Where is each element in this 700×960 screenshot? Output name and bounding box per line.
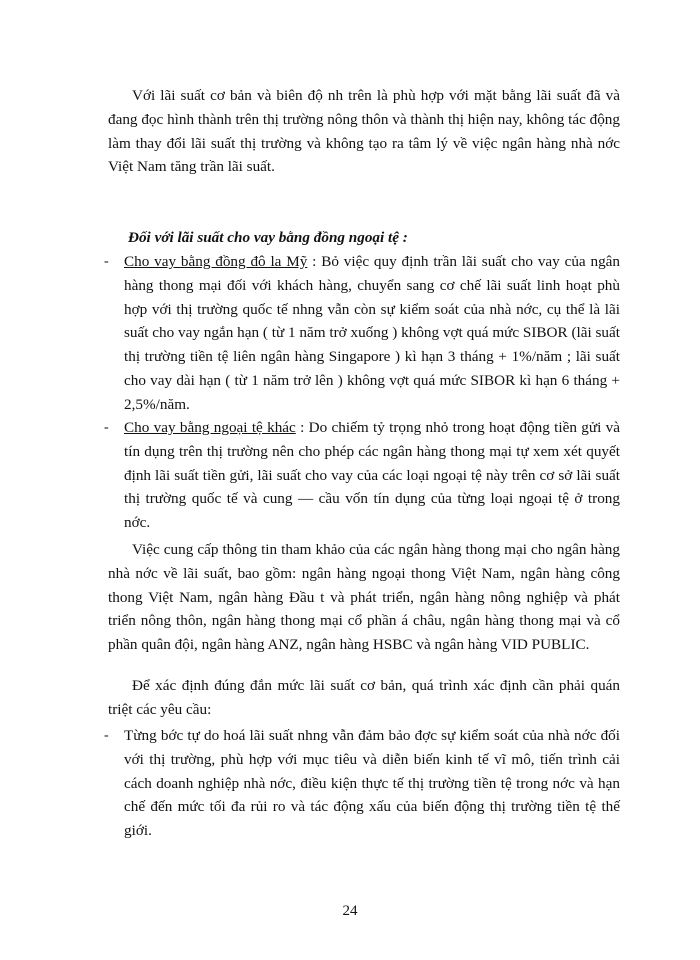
paragraph-3: Để xác định đúng đắn mức lãi suất cơ bản, quá trình xác định cần phải quán triệt các yêu cầu: <box>108 677 620 718</box>
bullet-dash-1: - <box>104 254 109 269</box>
bullet-2-text: : Do chiếm tỷ trọng nhỏ trong hoạt động tiền gửi và tín dụng trên thị trường nên cho phép các ngân hàng thong mại tự xem xét quyết định lãi suất tiền gửi, lãi suất cho vay của các loại ngoại tệ này trên cơ sở lãi suất thị trường quốc tế và cung — cầu vốn tín dụng của từng loại ngoại tệ ở trong nớc. <box>124 419 620 532</box>
bullet-item-1 <box>124 250 620 417</box>
paragraph-1: Với lãi suất cơ bản và biên độ nh trên là phù hợp với mặt bằng lãi suất đã và đang đọc hình thành trên thị trường nông thôn và thành thị hiện nay, không tác động làm thay đổi lãi suất thị trường và không tạo ra tâm lý về việc ngân hàng nhà nớc Việt Nam tăng trần lãi suất. <box>108 87 620 176</box>
bullet-item-3: Từng bớc tự do hoá lãi suất nhng vẫn đảm bảo đợc sự kiểm soát của nhà nớc đối với thị trường, phù hợp với mục tiêu và diễn biến kinh tế vĩ mô, tiến trình cải cách doanh nghiệp nhà nớc, điều kiện thực tế thị trường tiền tệ trong nớc và hạn chế đến mức tối đa rủi ro và tác động xấu của biến động thị trường tiền tệ thế giới. <box>124 727 620 840</box>
bullet-1-text: : Bỏ việc quy định trần lãi suất cho vay của ngân hàng thong mại đối với khách hàng, chuyển sang cơ chế lãi suất linh hoạt phù hợp với thị trường quốc tế nhng vẫn còn sự kiểm soát của nhà nớc, cụ thể là lãi suất cho vay ngắn hạn ( từ 1 năm trở xuống ) không vợt quá mức SIBOR (lãi suất thị trường tiền tệ liên ngân hàng Singapore ) kì hạn 3 tháng + 1%/năm ; lãi suất cho vay dài hạn ( từ 1 năm trở lên ) không vợt quá mức SIBOR kì hạn 6 tháng + 2,5%/năm. <box>124 253 621 413</box>
page-number: 24 <box>342 903 358 919</box>
section-heading: Đối với lãi suất cho vay bằng đồng ngoại tệ : <box>128 229 408 246</box>
bullet-dash-3: - <box>104 728 109 743</box>
bullet-item-2 <box>124 416 620 535</box>
paragraph-2: Việc cung cấp thông tin tham khảo của các ngân hàng thong mại cho ngân hàng nhà nớc về lãi suất, bao gồm: ngân hàng ngoại thong Việt Nam, ngân hàng công thong Việt Nam, ngân hàng Đầu t và phát triển, ngân hàng nông nghiệp và phát triển nông thôn, ngân hàng thong mại cổ phần á châu, ngân hàng thong mại và cổ phần quân đội, ngân hàng ANZ, ngân hàng HSBC và ngân hàng VID PUBLIC. <box>108 541 620 654</box>
bullet-2-lead: Cho vay bằng ngoại tệ khác <box>124 419 296 436</box>
bullet-1-lead: Cho vay bằng đồng đô la Mỹ <box>124 253 308 270</box>
bullet-dash-2: - <box>104 420 109 435</box>
